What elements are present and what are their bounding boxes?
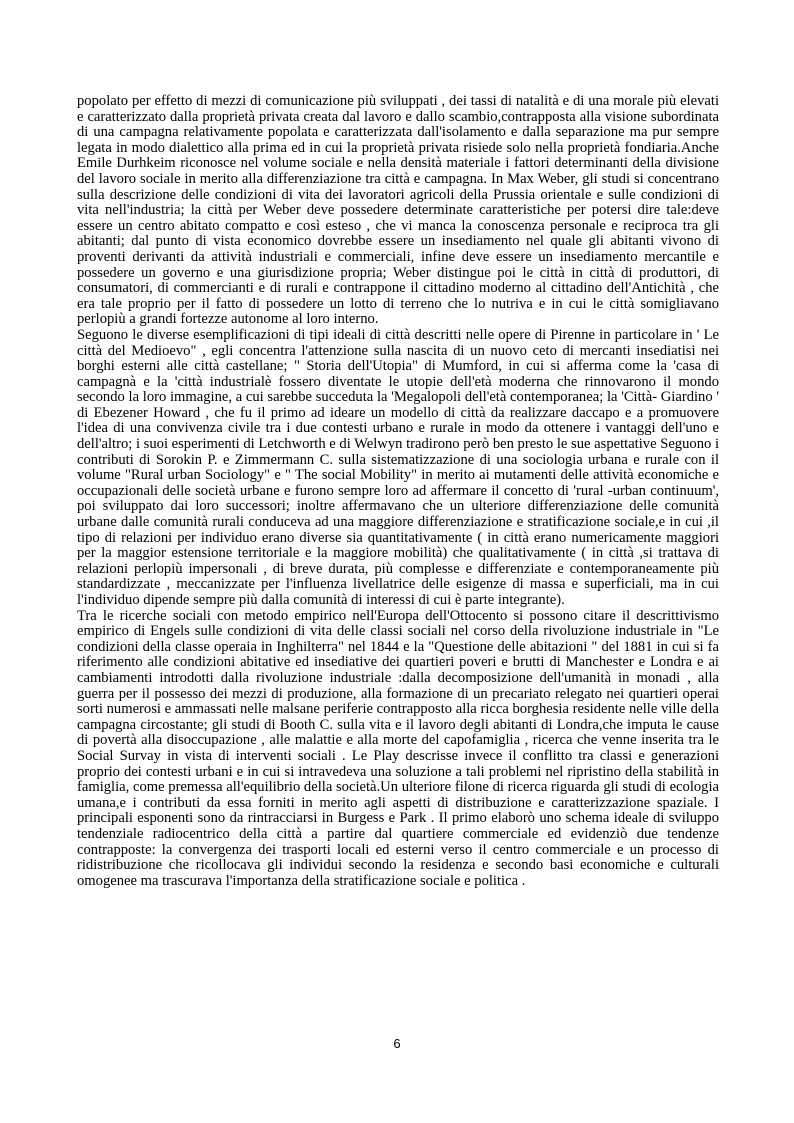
page-number: 6 — [393, 1036, 401, 1051]
paragraph-ideal-cities: Seguono le diverse esemplificazioni di tipi ideali di città descritti nelle opere di Pirenne in particolare in ' Le città del Medioevo" , egli concentra l'attenzione sulla nascita di un nuovo ceto di mercanti insediatisi nei borghi esterni alle città castellane; " Storia dell'Utopia" di Mumford, in cui si afferma come la 'casa di campagnà e la 'città industrialè fossero diventate le utopie dell'età moderna che rinnovarono il mondo secondo la loro immagine, a cui sarebbe succeduta la 'Megalopoli dell'età contemporanea; la 'Città- Giardino ' di Ebezener Howard , che fu il primo ad ideare un modello di città da realizzare daccapo e a promuovere l'idea di una convivenza civile tra i due contesti urbano e rurale in modo da ottenere i vantaggi dell'uno e dell'altro; i suoi esperimenti di Letchworth e di Welwyn tradirono però ben presto le sue aspettative Seguono i contributi di Sorokin P. e Zimmermann C. sulla sistematizzazione di una sociologia urbana e rurale con il volume "Rural urban Sociology" e " The social Mobility" in merito ai mutamenti delle attività economiche e occupazionali delle società urbane e furono sempre loro ad affermare il concetto di 'rural -urban continuum', poi sviluppato dai loro successori; inoltre affermavano che un ulteriore differenziazione delle comunità urbane dalle comunità rurali conduceva ad una maggiore differenziazione e stratificazione sociale,e in cui ,il tipo di relazioni per individuo erano diverse sia quantitativamente ( in città erano numericamente maggiori per la maggior estensione territoriale e la maggiore mobilità) che qualitativamente ( in città ,si trattava di relazioni perlopiù impersonali , di breve durata, più complesse e differenziate e contemporaneamente più standardizzate , meccanizzate per l'influenza livellatrice delle esigenze di massa e superficiali, ma in cui l'individuo dipende sempre più dalla comunità di interessi di cui è parte integrante). — [77, 326, 719, 608]
paragraph-weber: popolato per effetto di mezzi di comunicazione più sviluppati , dei tassi di natalità e di una morale più elevati e caratterizzato dalla proprietà privata creata dal lavoro e dallo scambio,contrapposta alla visione subordinata di una campagna relativamente popolata e caratterizzata dall'isolamento e dalla separazione ma pur sempre legata in modo dialettico alla prima ed in cui la proprietà privata risiede solo nella proprietà fondiaria.Anche Emile Durhkeim riconosce nel volume sociale e nella densità materiale i fattori determinanti della divisione del lavoro sociale in merito alla differenziazione tra città e campagna. In Max Weber, gli studi si concentrano sulla descrizione delle condizioni di vita dei lavoratori agricoli della Prussia orientale e sulle condizioni di vita nell'industria; la città per Weber deve possedere determinate caratteristiche per potersi dire tale:deve essere un centro abitato compatto e così esteso , che vi manca la conoscenza personale e reciproca tra gli abitanti; dal punto di vista economico dovrebbe essere un insediamento nel quale gli abitanti vivono di proventi derivanti da attività industriali e commerciali, infine deve essere un insediamento mercantile e possedere un governo e una giurisdizione propria; Weber distingue poi le città in città di produttori, di consumatori, di commercianti e di rurali e contrappone il cittadino moderno al cittadino dell'Antichità , che era tale proprio per il fatto di possedere un lotto di terreno che lo nutriva e in cui le città somigliavano perlopiù a grandi fortezze autonome al loro interno. — [77, 93, 719, 328]
paragraph-empirical-research: Tra le ricerche sociali con metodo empirico nell'Europa dell'Ottocento si possono citare il descrittivismo empirico di Engels sulle condizioni di vita delle classi sociali nel corso della rivoluzione industriale in "Le condizioni della classe operaia in Inghilterra" nel 1844 e la "Questione delle abitazioni " del 1881 in cui si fa riferimento alle condizioni abitative ed insediative dei quartieri poveri e brutti di Manchester e Londra e ai cambiamenti introdotti dalla rivoluzione industriale :dalla decomposizione dell'umanità in monadi , alla guerra per il possesso dei mezzi di produzione, alla formazione di un precariato relegato nei quartieri operai sorti numerosi e ammassati nelle malsane periferie contrapposto alla ricca borghesia residente nelle ville della campagna circostante; gli studi di Booth C. sulla vita e il lavoro degli abitanti di Londra,che imputa le cause di povertà alla disoccupazione , alle malattie e alla morte del capofamiglia , ricerca che venne inserita tra le Social Survay in vista di interventi sociali . Le Play descrisse invece il conflitto tra classi e generazioni proprio dei contesti urbani e in cui si intravedeva una soluzione a tali problemi nel ripristino della stabilità in famiglia, come premessa all'equilibrio della società.Un ulteriore filone di ricerca riguarda gli studi di ecologia umana,e i contributi da essa forniti in merito agli aspetti di distribuzione e caratterizzazione spaziale. I principali esponenti sono da rintracciarsi in Burgess e Park . Il primo elaborò uno schema ideale di sviluppo tendenziale radiocentrico della città a partire dal quartiere commerciale ed evidenziò due tendenze contrapposte: la convergenza dei trasporti locali ed esterni verso il centro commerciale e un processo di ridistribuzione che ricollocava gli individui secondo la residenza e secondo basi economiche e culturali omogenee ma trascurava l'importanza della stratificazione sociale e politica . — [77, 607, 719, 889]
document-body — [77, 94, 719, 889]
